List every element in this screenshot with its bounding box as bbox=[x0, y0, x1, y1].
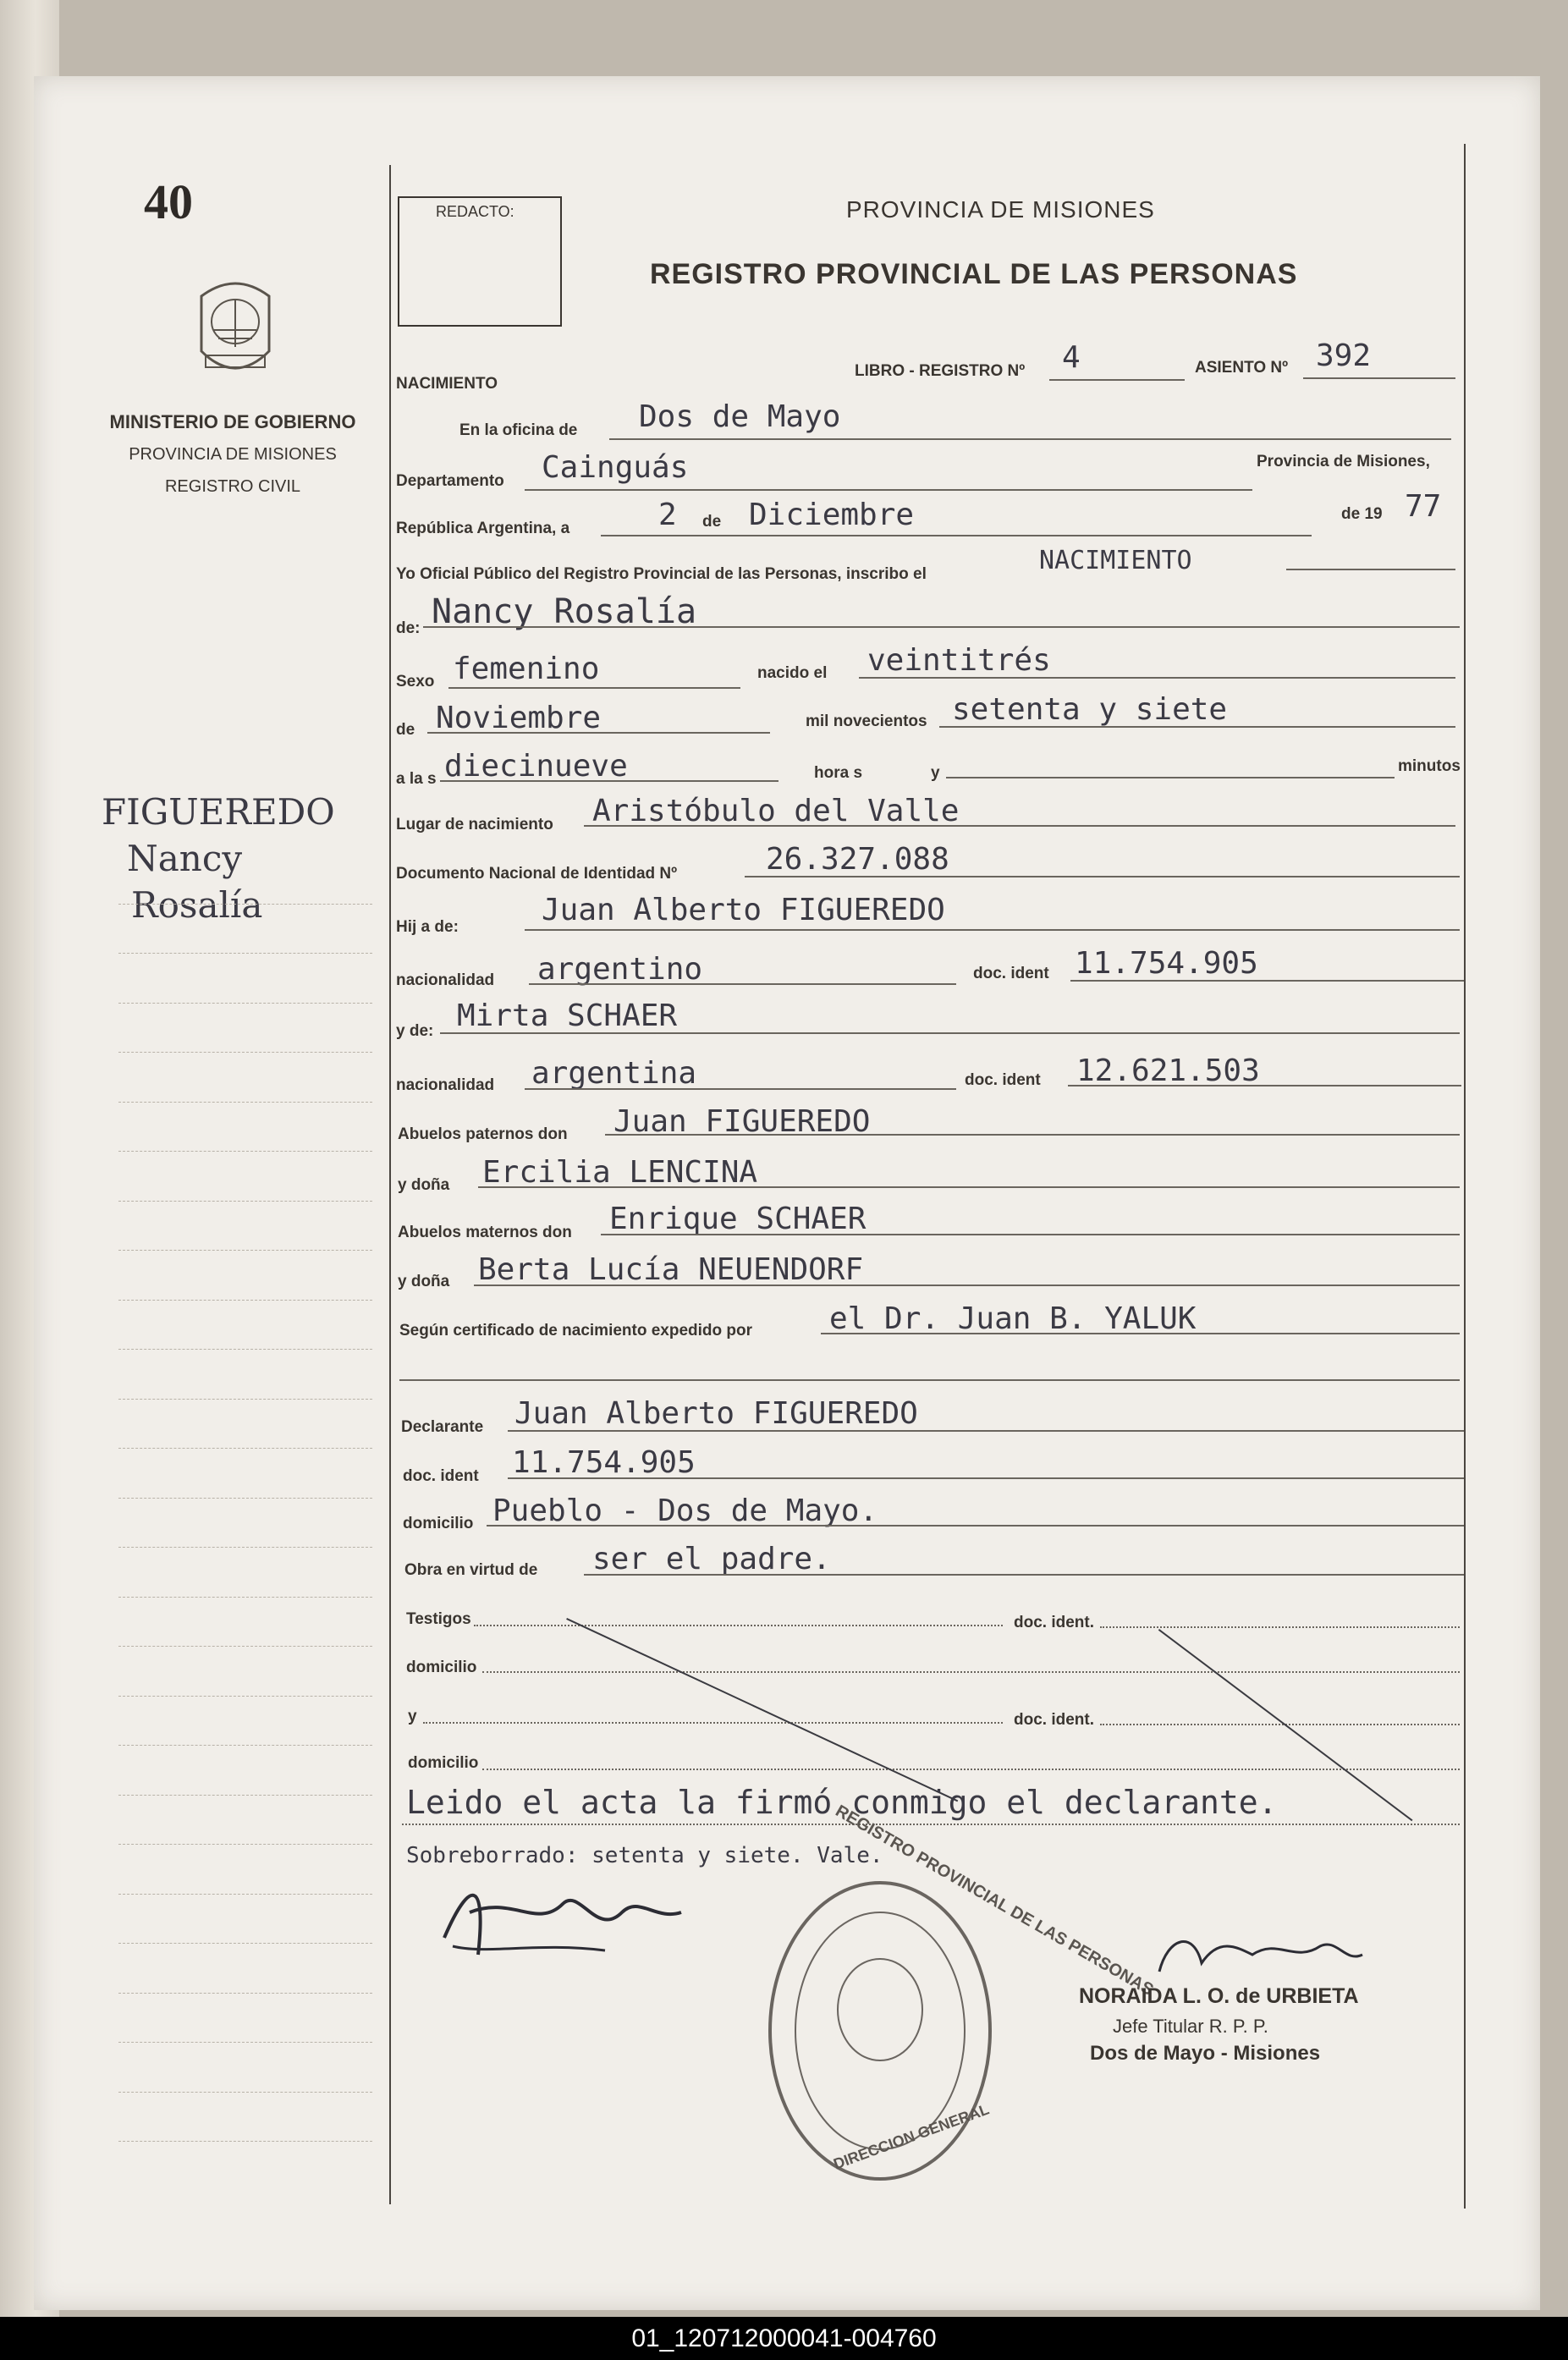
officer-name: NORAIDA L. O. de URBIETA bbox=[1079, 1984, 1359, 2008]
domicilio2-label: domicilio bbox=[406, 1659, 477, 1676]
libro-label: LIBRO - REGISTRO Nº bbox=[855, 362, 1026, 380]
ydona1-label: y doña bbox=[398, 1176, 450, 1194]
left-margin-rule bbox=[389, 165, 391, 2204]
nombre-value: Nancy Rosalía bbox=[432, 592, 697, 631]
mes-line bbox=[427, 732, 770, 734]
lugar-value: Aristóbulo del Valle bbox=[592, 794, 960, 828]
docident4-label: doc. ident. bbox=[1014, 1711, 1094, 1729]
nacido-label: nacido el bbox=[757, 664, 828, 682]
docid1-value: 11.754.905 bbox=[1075, 946, 1258, 981]
province-title: PROVINCIA DE MISIONES bbox=[846, 196, 1155, 223]
republica-label: República Argentina, a bbox=[396, 520, 570, 537]
docid1-line bbox=[1070, 980, 1464, 982]
departamento-value: Cainguás bbox=[542, 450, 689, 485]
minutos-line bbox=[946, 777, 1395, 778]
testigos-label: Testigos bbox=[406, 1610, 471, 1628]
cert-line2 bbox=[399, 1379, 1460, 1381]
dni-value: 26.327.088 bbox=[766, 842, 949, 877]
padre-line bbox=[525, 929, 1460, 931]
domicilio3-label: domicilio bbox=[408, 1754, 479, 1772]
section-label: NACIMIENTO bbox=[396, 375, 498, 393]
cert-line bbox=[821, 1333, 1460, 1334]
fecha-mes: Diciembre bbox=[749, 498, 915, 532]
margin-ruled-lines bbox=[118, 855, 372, 2142]
nac1-label: nacionalidad bbox=[396, 971, 495, 989]
minutos-label: minutos bbox=[1398, 757, 1461, 775]
domicilio3-line bbox=[482, 1769, 1460, 1770]
obra-line bbox=[584, 1574, 1464, 1576]
margin-given1: Nancy bbox=[127, 838, 243, 879]
seal-text: REGISTRO PROVINCIAL DE LAS PERSONAS bbox=[832, 1802, 1157, 2000]
sexo-label: Sexo bbox=[396, 673, 435, 690]
redacto-label: REDACTO: bbox=[436, 203, 514, 220]
nac2-line bbox=[525, 1088, 956, 1090]
provincia-suffix: Provincia de Misiones, bbox=[1257, 453, 1430, 470]
libro-value: 4 bbox=[1062, 340, 1081, 375]
year-value: 77 bbox=[1405, 489, 1442, 524]
ab-mat-value: Enrique SCHAER bbox=[609, 1202, 867, 1236]
decl-doc-label: doc. ident bbox=[403, 1467, 479, 1485]
ab-pat2-line bbox=[478, 1186, 1460, 1188]
y2-label: y bbox=[408, 1708, 417, 1725]
nombre-line bbox=[423, 626, 1460, 628]
libro-line bbox=[1049, 379, 1185, 381]
nac1-value: argentino bbox=[537, 952, 703, 987]
y-label: y bbox=[931, 764, 940, 782]
acto-value: NACIMIENTO bbox=[1039, 546, 1192, 575]
fecha-dia: 2 bbox=[658, 498, 677, 532]
declarante-label: Declarante bbox=[401, 1418, 484, 1436]
coat-of-arms-icon bbox=[184, 271, 286, 389]
officer-place: Dos de Mayo - Misiones bbox=[1090, 2042, 1321, 2065]
padre-value: Juan Alberto FIGUEREDO bbox=[542, 893, 945, 927]
nac1-line bbox=[529, 983, 956, 985]
hija-label: Hij a de: bbox=[396, 918, 459, 936]
madre-line bbox=[440, 1032, 1460, 1034]
nac2-label: nacionalidad bbox=[396, 1076, 495, 1094]
oficina-line bbox=[609, 438, 1451, 440]
officer-title: Jefe Titular R. P. P. bbox=[1113, 2016, 1268, 2037]
dni-label: Documento Nacional de Identidad Nº bbox=[396, 865, 678, 883]
domicilio-label: domicilio bbox=[403, 1515, 474, 1532]
ab-mat-label: Abuelos maternos don bbox=[398, 1224, 572, 1241]
domicilio-value: Pueblo - Dos de Mayo. bbox=[492, 1494, 878, 1528]
ministry-block bbox=[93, 406, 372, 503]
de-label: de bbox=[702, 513, 722, 531]
margin-given2: Rosalía bbox=[131, 884, 263, 926]
ab-pat-line bbox=[605, 1134, 1460, 1136]
docid1-label: doc. ident bbox=[973, 965, 1049, 982]
asiento-label: ASIENTO Nº bbox=[1195, 359, 1289, 377]
sexo-line bbox=[448, 687, 740, 689]
declarante-line bbox=[508, 1430, 1464, 1432]
right-margin-rule bbox=[1464, 144, 1466, 2209]
obra-label: Obra en virtud de bbox=[404, 1561, 538, 1579]
officer-signature-icon bbox=[1151, 1921, 1371, 1989]
hora-line bbox=[440, 780, 778, 782]
acto-line bbox=[1286, 569, 1455, 570]
nac2-value: argentina bbox=[531, 1056, 697, 1091]
departamento-line bbox=[525, 489, 1252, 491]
departamento-label: Departamento bbox=[396, 472, 504, 490]
obra-value: ser el padre. bbox=[592, 1542, 831, 1576]
docid2-value: 12.621.503 bbox=[1076, 1053, 1260, 1088]
de2-label: de: bbox=[396, 619, 421, 637]
ministry-line1: MINISTERIO DE GOBIERNO bbox=[109, 411, 356, 432]
declarante-value: Juan Alberto FIGUEREDO bbox=[514, 1396, 918, 1431]
anio-value: setenta y siete bbox=[952, 692, 1228, 727]
cert-label: Según certificado de nacimiento expedido por bbox=[399, 1322, 753, 1340]
docid2-line bbox=[1068, 1085, 1461, 1086]
sexo-value: femenino bbox=[453, 652, 600, 686]
testigos-line bbox=[474, 1625, 1003, 1626]
mil-label: mil novecientos bbox=[806, 712, 927, 730]
ydona2-label: y doña bbox=[398, 1273, 450, 1290]
cert-value: el Dr. Juan B. YALUK bbox=[829, 1301, 1197, 1336]
ab-pat-value: Juan FIGUEREDO bbox=[613, 1104, 871, 1139]
madre-value: Mirta SCHAER bbox=[457, 998, 678, 1033]
lugar-label: Lugar de nacimiento bbox=[396, 816, 553, 833]
decl-doc-line bbox=[508, 1477, 1464, 1479]
ab-pat-label: Abuelos paternos don bbox=[398, 1125, 568, 1143]
de3-label: de bbox=[396, 721, 415, 739]
oficina-label: En la oficina de bbox=[459, 421, 578, 439]
ministry-line3: REGISTRO CIVIL bbox=[164, 477, 301, 496]
horas-label: hora s bbox=[814, 764, 863, 782]
nacido-value: veintitrés bbox=[867, 643, 1051, 678]
yde-label: y de: bbox=[396, 1022, 434, 1040]
year-prefix: de 19 bbox=[1341, 505, 1383, 523]
decl-doc-value: 11.754.905 bbox=[512, 1445, 696, 1480]
asiento-line bbox=[1303, 377, 1455, 379]
anio-line bbox=[939, 726, 1455, 728]
ab-mat2-value: Berta Lucía NEUENDORF bbox=[478, 1252, 864, 1287]
nacido-line bbox=[859, 677, 1455, 679]
hora-value: diecinueve bbox=[444, 749, 628, 784]
image-id-footer: 01_120712000041-004760 bbox=[0, 2317, 1568, 2360]
ministry-line2: PROVINCIA DE MISIONES bbox=[129, 445, 337, 464]
ab-mat2-line bbox=[474, 1285, 1460, 1286]
domicilio-line bbox=[487, 1525, 1464, 1527]
official-seal bbox=[762, 1802, 1157, 2187]
alas-label: a la s bbox=[396, 770, 437, 788]
ab-pat2-value: Ercilia LENCINA bbox=[482, 1155, 758, 1190]
mes-value: Noviembre bbox=[436, 701, 602, 735]
closing-line bbox=[402, 1824, 1460, 1825]
folio-number: 40 bbox=[144, 174, 193, 229]
registry-title: REGISTRO PROVINCIAL DE LAS PERSONAS bbox=[650, 258, 1298, 290]
lugar-line bbox=[584, 825, 1455, 827]
oficina-value: Dos de Mayo bbox=[639, 399, 841, 434]
sobreborrado-note: Sobreborrado: setenta y siete. Vale. bbox=[406, 1843, 883, 1868]
y2-line bbox=[423, 1722, 1003, 1724]
margin-surname: FIGUEREDO bbox=[102, 791, 335, 833]
docident4-line bbox=[1100, 1724, 1460, 1725]
ab-mat-line bbox=[601, 1234, 1460, 1235]
oficial-text: Yo Oficial Público del Registro Provincial de las Personas, inscribo el bbox=[396, 565, 927, 583]
asiento-value: 392 bbox=[1316, 338, 1372, 373]
docid2-label: doc. ident bbox=[965, 1071, 1041, 1089]
docident3-line bbox=[1100, 1626, 1460, 1628]
closing-text: Leido el acta la firmó conmigo el declarante. bbox=[406, 1784, 1278, 1821]
seal-subtext: DIRECCION GENERAL bbox=[831, 2100, 992, 2173]
domicilio2-line bbox=[482, 1671, 1460, 1673]
fecha-line bbox=[601, 535, 1312, 536]
docident3-label: doc. ident. bbox=[1014, 1614, 1094, 1631]
declarant-signature-icon bbox=[436, 1862, 690, 1972]
dni-line bbox=[745, 876, 1460, 877]
